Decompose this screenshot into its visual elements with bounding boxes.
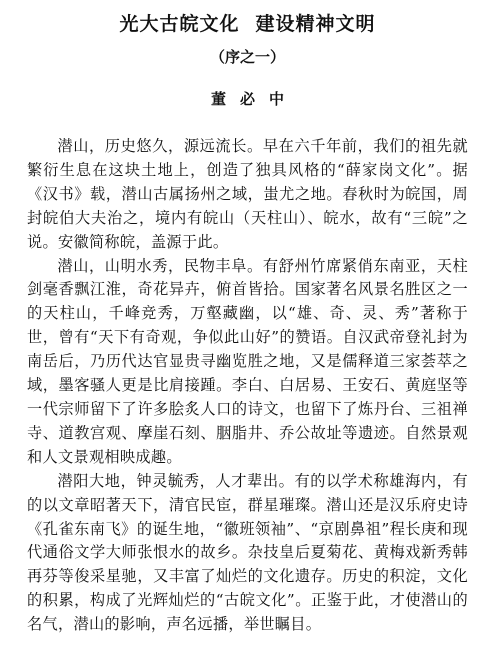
paragraph-1: 潜山，历史悠久，源远流长。早在六千年前，我们的祖先就繁衍生息在这块土地上，创造了独具风格的“薛家岗文化”。据《汉书》载，潜山古属扬州之域，蚩尤之地。春秋时为皖国，周封皖伯大夫治之，境内有皖山（天柱山）、皖水，故有“三皖”之说。安徽简称皖，盖源于此。	[27, 137, 468, 251]
title-part-1: 光大古皖文化	[119, 13, 240, 35]
title-part-2: 建设精神文明	[255, 13, 376, 35]
author-name: 董必中	[210, 90, 298, 108]
article-subtitle: （序之一）	[209, 48, 285, 66]
article-title	[27, 12, 468, 36]
paragraph-2: 潜山，山明水秀，民物丰阜。有舒州竹席紧俏东南亚，天柱剑毫香飘江淮，奇花异卉，俯首皆拾。国家著名风景名胜区之一的天柱山，千峰竞秀，万壑藏幽，以“雄、奇、灵、秀”著称于世，曾有“天下有奇观，争似此山好”的赞语。自汉武帝登礼封为南岳后，乃历代达官显贵寻幽览胜之地，又是儒释道三家荟萃之域，墨客骚人更是比肩接踵。李白、白居易、王安石、黄庭坚等一代宗师留下了许多脍炙人口的诗文，也留下了炼丹台、三祖禅寺、道教宫观、摩崖石刻、胭脂井、乔公故址等遗迹。自然景观和人文景观相映成趣。	[27, 256, 468, 466]
document-page	[0, 12, 486, 661]
paragraph-3: 潜阳大地，钟灵毓秀，人才辈出。有的以学术称雄海内，有的以文章昭著天下，清官民宦，群星璀璨。潜山还是汉乐府史诗《孔雀东南飞》的诞生地，“徽班领袖”、“京剧鼻祖”程长庚和现代通俗文学大师张恨水的故乡。杂技皇后夏菊花、黄梅戏新秀韩再芬等俊采星驰，又丰富了灿烂的文化遗存。历史的积淀，文化的积累，构成了光辉灿烂的“古皖文化”。正鉴于此，才使潜山的名气，潜山的影响，声名远播，举世瞩目。	[27, 471, 468, 634]
article-body	[27, 135, 468, 637]
